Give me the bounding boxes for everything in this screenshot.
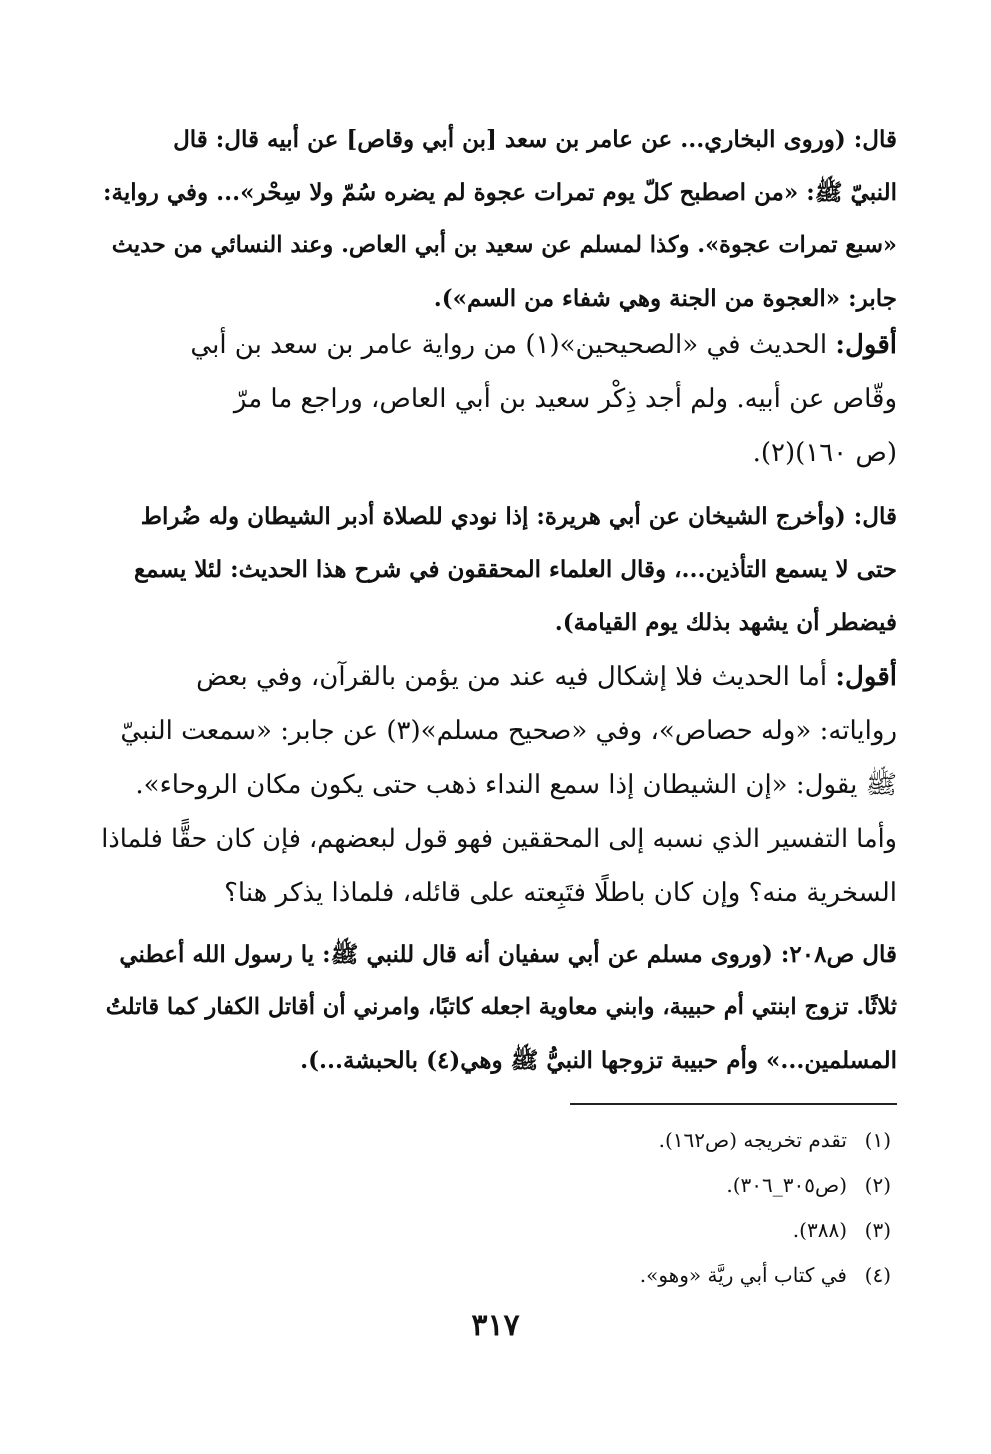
text-segment: أما الحديث فلا إشكال فيه عند من يؤمن بالقرآن، وفي بعض <box>196 662 836 692</box>
footnote-4 <box>111 1253 891 1298</box>
footnote-text: تقدم تخريجه (ص١٦٢). <box>658 1128 847 1152</box>
quoted-paragraph-1 <box>97 113 897 325</box>
text-line: ثلاثًا. تزوج ابنتي أم حبيبة، وابني معاوية اجعله كاتبًا، وامرني أن أقاتل الكفار كما قاتلتُ <box>105 994 897 1020</box>
footnote-number: (٢) <box>864 1173 891 1197</box>
text-line: قال: (وأخرج الشيخان عن أبي هريرة: إذا نودي للصلاة أدبر الشيطان وله ضُراط <box>140 503 897 530</box>
page-number: ٣١٧ <box>471 1308 520 1343</box>
footnote-1 <box>111 1118 891 1163</box>
text-line: ﷺ يقول: «إن الشيطان إذا سمع النداء ذهب حتى يكون مكان الروحاء». <box>135 770 897 800</box>
footnote-text: (٣٨٨). <box>792 1218 847 1242</box>
quoted-paragraph-2 <box>97 490 897 649</box>
footnote-text: (ص٣٠٥_٣٠٦). <box>726 1173 847 1197</box>
footnote-3 <box>111 1208 891 1253</box>
footnote-2 <box>111 1163 891 1208</box>
footnote-number: (١) <box>864 1128 891 1152</box>
text-line: فيضطر أن يشهد بذلك يوم القيامة). <box>554 609 897 636</box>
text-line: (ص ١٦٠)(٢). <box>752 438 897 468</box>
text-line: السخرية منه؟ وإن كان باطلًا فتَبِعته على قائله، فلماذا يذكر هنا؟ <box>224 878 897 908</box>
text-segment: الحديث في «الصحيحين»(١) من رواية عامر بن سعد بن أبي <box>190 330 836 360</box>
reply-lead: أقول: <box>835 330 897 360</box>
text-line: رواياته: «وله حصاص»، وفي «صحيح مسلم»(٣) عن جابر: «سمعت النبيّ <box>120 716 897 746</box>
reply-paragraph-1 <box>97 318 897 480</box>
text-line: حتى لا يسمع التأذين...، وقال العلماء المحققون في شرح هذا الحديث: لئلا يسمع <box>133 556 897 583</box>
footnote-divider <box>570 1103 897 1105</box>
footnotes <box>111 1118 891 1298</box>
text-line <box>97 318 897 372</box>
text-line: جابر: «العجوة من الجنة وهي شفاء من السم»). <box>433 285 897 312</box>
reply-lead: أقول: <box>835 662 897 692</box>
footnote-number: (٤) <box>864 1263 891 1287</box>
reply-paragraph-2 <box>97 650 897 920</box>
footnote-text: في كتاب أبي ريَّة «وهو». <box>639 1263 847 1287</box>
text-line: وأما التفسير الذي نسبه إلى المحققين فهو قول لبعضهم، فإن كان حقًّا فلماذا <box>101 824 897 854</box>
quoted-paragraph-3 <box>97 928 897 1087</box>
text-line: المسلمين...» وأم حبيبة تزوجها النبيُّ ﷺ وهي(٤) بالحبشة...). <box>300 1047 897 1074</box>
footnote-number: (٣) <box>864 1218 891 1242</box>
text-line: وقّاص عن أبيه. ولم أجد ذِكْر سعيد بن أبي العاص، وراجع ما مرّ <box>233 384 897 414</box>
text-line: قال ص٢٠٨: (وروى مسلم عن أبي سفيان أنه قال للنبي ﷺ: يا رسول الله أعطني <box>119 941 897 968</box>
text-line: النبيّ ﷺ: «من اصطبح كلّ يوم تمرات عجوة لم يضره سُمّ ولا سِحْر»... وفي رواية: <box>103 179 897 206</box>
text-line: قال: (وروى البخاري... عن عامر بن سعد [بن أبي وقاص] عن أبيه قال: قال <box>173 126 897 153</box>
text-line <box>97 650 897 704</box>
text-line: «سبع تمرات عجوة». وكذا لمسلم عن سعيد بن أبي العاص. وعند النسائي من حديث <box>111 232 897 258</box>
